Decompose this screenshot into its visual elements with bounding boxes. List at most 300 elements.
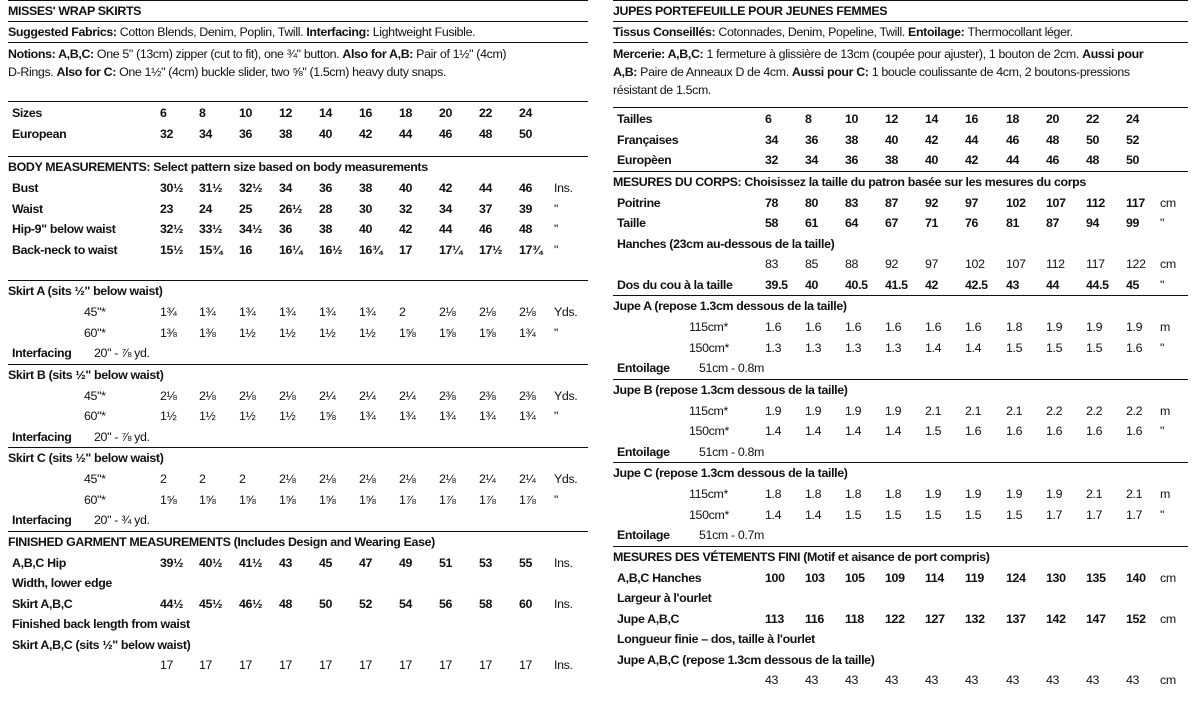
size-value: 50: [1086, 132, 1100, 147]
size-value: 20: [439, 106, 453, 120]
size-value: 1½: [279, 409, 296, 423]
size-value: 18: [1006, 112, 1020, 126]
size-value: 2.1: [965, 403, 982, 418]
size-value: 1.4: [805, 507, 822, 522]
unit-label: cm: [1160, 611, 1176, 626]
size-value: 32½: [239, 181, 263, 195]
size-value: 97: [925, 257, 939, 271]
size-value: 2: [399, 305, 406, 319]
size-value: 1⅝: [319, 409, 336, 423]
size-value: 2.1: [1086, 487, 1103, 501]
unit-label: ": [1160, 340, 1165, 355]
size-value: 118: [845, 611, 864, 626]
size-value: 1⅝: [199, 492, 216, 507]
fabrics-text: Tissus Conseillés:: [613, 25, 719, 39]
size-value: 43: [1046, 673, 1060, 687]
size-value: 1⅞: [479, 492, 496, 507]
measurement-row: [613, 670, 1188, 691]
row-label: 150cm*: [689, 340, 729, 355]
size-value: 61: [805, 216, 819, 230]
size-value: 92: [925, 195, 939, 210]
size-value: 2: [160, 472, 167, 486]
size-row: [613, 150, 1188, 171]
size-value: 42: [399, 222, 413, 236]
size-value: 58: [765, 216, 779, 230]
size-value: 2⅛: [160, 388, 177, 403]
unit-label: Ins.: [554, 596, 573, 611]
size-value: 67: [885, 216, 899, 230]
size-value: 42: [925, 132, 939, 147]
size-value: 32: [160, 126, 174, 141]
size-value: 42: [965, 153, 979, 167]
size-value: 1.9: [845, 403, 862, 418]
size-value: 17: [519, 658, 533, 672]
size-value: 25: [239, 201, 253, 216]
size-value: 34: [439, 201, 453, 216]
size-value: 34½: [239, 222, 263, 236]
measurement-row: [613, 568, 1188, 589]
section-rows: [8, 177, 588, 260]
size-value: 1.5: [885, 507, 902, 522]
size-value: 40: [925, 153, 939, 167]
size-value: 1.5: [1006, 507, 1023, 522]
measurement-row: [613, 588, 1188, 609]
size-value: 1.5: [1006, 340, 1023, 355]
size-value: 2¼: [399, 388, 416, 403]
size-value: 81: [1006, 216, 1020, 230]
size-value: 38: [319, 222, 333, 236]
notions-line: [613, 63, 1188, 81]
unit-label: ": [554, 201, 559, 216]
size-value: 42: [359, 126, 373, 141]
fabrics-text: Interfacing:: [306, 25, 373, 39]
size-value: 34: [765, 132, 779, 147]
sizes-table: [8, 101, 588, 144]
size-value: 48: [519, 222, 533, 236]
size-value: 1⅞: [399, 492, 416, 507]
row-label: 60"*: [84, 409, 106, 423]
size-value: 43: [279, 555, 293, 570]
size-value: 1.5: [1086, 340, 1103, 355]
size-value: 2⅛: [439, 472, 456, 486]
size-value: 32: [399, 201, 413, 216]
size-value: 46: [479, 222, 493, 236]
fabrics-text: Entoilage:: [908, 25, 968, 39]
size-value: 87: [1046, 216, 1060, 230]
size-value: 40: [319, 126, 333, 141]
notions-block: [8, 42, 588, 81]
unit-label: ": [554, 409, 559, 423]
size-value: 1¾: [239, 305, 256, 319]
size-value: 2⅛: [319, 472, 336, 486]
size-value: 2¼: [479, 472, 496, 486]
size-value: 12: [279, 106, 293, 120]
row-label: 150cm*: [689, 424, 729, 438]
measurement-row: [8, 240, 588, 261]
size-value: 22: [1086, 112, 1100, 126]
column-title: JUPES PORTEFEUILLE POUR JEUNES FEMMES: [613, 0, 1188, 21]
size-value: 42: [925, 277, 939, 292]
measurement-row: [613, 254, 1188, 275]
row-label: Interfacing: [12, 346, 72, 360]
size-value: 2⅛: [239, 388, 256, 403]
size-value: 47: [359, 555, 373, 570]
interfacing-value: 51cm - 0.7m: [699, 528, 765, 542]
size-value: 45½: [199, 596, 223, 611]
fabrics-text: Cotton Blends, Denim, Poplin, Twill.: [119, 25, 307, 39]
section-heading: Skirt A (sits ½" below waist): [8, 280, 588, 301]
size-value: 41½: [239, 555, 263, 570]
size-value: 44: [1006, 153, 1020, 167]
size-value: 53: [479, 555, 493, 570]
size-value: 33½: [199, 222, 223, 236]
size-value: 94: [1086, 216, 1100, 230]
row-label: A,B,C Hip: [12, 555, 66, 570]
size-value: 2⅛: [439, 305, 456, 319]
size-value: 24: [199, 201, 213, 216]
unit-label: ": [1160, 424, 1165, 438]
section-rows: [613, 483, 1188, 546]
size-value: 45: [1126, 277, 1140, 292]
size-value: 85: [805, 257, 819, 271]
size-value: 119: [965, 570, 984, 585]
notions-text: Mercerie: A,B,C:: [613, 47, 707, 61]
size-value: 2.1: [1126, 487, 1143, 501]
size-value: 60: [519, 596, 533, 611]
notions-text: résistant de 1.5cm.: [613, 83, 712, 97]
size-value: 37: [479, 201, 493, 216]
size-value: 46: [519, 181, 533, 195]
size-value: 38: [845, 132, 859, 147]
size-value: 1.3: [765, 340, 782, 355]
size-value: 39.5: [765, 277, 788, 292]
size-value: 38: [359, 181, 373, 195]
size-value: 48: [1046, 132, 1060, 147]
size-value: 76: [965, 216, 979, 230]
size-value: 99: [1126, 216, 1140, 230]
size-value: 109: [885, 570, 905, 585]
unit-label: ": [1160, 216, 1165, 230]
section-heading: MESURES DES VÉTEMENTS FINI (Motif et aisance de port compris): [613, 546, 1188, 567]
size-value: 17: [439, 658, 453, 672]
size-value: 32½: [160, 222, 184, 236]
fabrics-text: Suggested Fabrics:: [8, 25, 120, 39]
row-label: Width, lower edge: [12, 576, 112, 590]
size-value: 16: [359, 106, 373, 120]
row-label: Dos du cou à la taille: [617, 277, 733, 292]
size-value: 1.7: [1046, 507, 1063, 522]
size-value: 1¾: [359, 305, 376, 319]
row-label: Finished back length from waist: [12, 617, 190, 631]
interfacing-value: 20" - ¾ yd.: [94, 513, 150, 527]
size-value: 107: [1006, 257, 1026, 271]
size-value: 1.8: [845, 487, 862, 501]
size-value: 36: [805, 132, 819, 147]
size-value: 88: [845, 257, 859, 271]
size-value: 1.9: [805, 403, 822, 418]
size-value: 1.4: [845, 424, 862, 438]
size-value: 42.5: [965, 277, 988, 292]
notions-text: A,B:: [613, 65, 641, 79]
notions-text: Paire de Anneaux D de 4cm.: [640, 65, 792, 79]
size-value: 17: [239, 658, 253, 672]
size-value: 1½: [359, 325, 376, 340]
size-value: 15¾: [199, 242, 223, 257]
spacer: [8, 81, 588, 101]
size-value: 16: [239, 242, 253, 257]
size-value: 1⅜: [160, 325, 177, 340]
row-label: Interfacing: [12, 513, 72, 527]
size-value: 102: [1006, 195, 1026, 210]
size-value: 36: [279, 222, 293, 236]
size-value: 102: [965, 257, 985, 271]
size-value: 1½: [239, 325, 256, 340]
size-value: 43: [1006, 277, 1020, 292]
measurement-row: [613, 401, 1188, 422]
size-value: 1½: [239, 409, 256, 423]
section-heading: Skirt C (sits ½" below waist): [8, 447, 588, 468]
size-value: 1.7: [1126, 507, 1143, 522]
unit-label: m: [1160, 320, 1170, 334]
size-value: 1.6: [885, 320, 902, 334]
size-value: 135: [1086, 570, 1106, 585]
measurement-row: [613, 358, 1188, 379]
size-value: 87: [885, 195, 899, 210]
size-value: 1.9: [1126, 320, 1143, 334]
size-value: 56: [439, 596, 453, 611]
size-value: 127: [925, 611, 945, 626]
row-label: 60"*: [84, 325, 106, 340]
unit-label: Ins.: [554, 181, 573, 195]
unit-label: m: [1160, 487, 1170, 501]
size-value: 40½: [199, 555, 223, 570]
size-value: 1.6: [1086, 424, 1103, 438]
size-value: 22: [479, 106, 493, 120]
size-value: 103: [805, 570, 825, 585]
size-value: 17: [319, 658, 333, 672]
measurement-row: [613, 650, 1188, 671]
measurement-row: [8, 469, 588, 490]
size-value: 147: [1086, 611, 1106, 626]
size-value: 1½: [319, 325, 336, 340]
size-value: 16¾: [359, 242, 383, 257]
size-value: 142: [1046, 611, 1066, 626]
size-value: 1.3: [845, 340, 862, 355]
size-value: 17: [279, 658, 293, 672]
size-value: 8: [805, 112, 812, 126]
measurement-row: [8, 302, 588, 323]
row-label: Jupe A,B,C (repose 1.3cm dessous de la taille): [617, 652, 875, 667]
row-label: Poitrine: [617, 195, 661, 210]
measurement-row: [8, 635, 588, 656]
measurement-row: [613, 275, 1188, 296]
section-rows: [613, 192, 1188, 296]
row-label: Tailles: [617, 112, 653, 126]
size-value: 2: [199, 472, 206, 486]
size-value: 10: [845, 112, 859, 126]
section-rows: [8, 301, 588, 364]
size-value: 1.4: [765, 507, 782, 522]
size-value: 2⅛: [519, 305, 536, 319]
size-value: 17: [199, 658, 213, 672]
section-rows: [8, 552, 588, 676]
size-value: 1.6: [845, 320, 862, 334]
row-label: Longueur finie – dos, taille à l'ourlet: [617, 632, 815, 646]
size-value: 46: [1046, 153, 1060, 167]
size-value: 2.1: [925, 403, 942, 418]
size-value: 2⅛: [399, 472, 416, 486]
size-value: 43: [1126, 673, 1140, 687]
measurement-row: [8, 490, 588, 511]
size-value: 41.5: [885, 277, 908, 292]
size-value: 12: [885, 112, 899, 126]
size-value: 1¾: [319, 305, 336, 319]
size-value: 1.9: [1046, 320, 1063, 334]
size-value: 83: [765, 257, 779, 271]
measurement-row: [613, 213, 1188, 234]
size-value: 1.8: [805, 487, 822, 501]
size-value: 1½: [160, 409, 177, 423]
size-value: 50: [319, 596, 333, 611]
row-label: Europèen: [617, 153, 672, 167]
size-value: 130: [1046, 570, 1066, 585]
row-label: Largeur à l'ourlet: [617, 591, 712, 605]
notions-text: 1 boucle coulissante de 4cm, 2 boutons-pressions: [871, 65, 1130, 79]
size-value: 80: [805, 195, 819, 210]
size-value: 1.4: [925, 340, 942, 355]
size-value: 58: [479, 596, 493, 611]
size-value: 1.4: [885, 424, 902, 438]
measurement-row: [613, 484, 1188, 505]
size-value: 38: [279, 126, 293, 141]
section-rows: [8, 468, 588, 531]
size-value: 1.9: [1086, 320, 1103, 334]
size-value: 1.6: [965, 424, 982, 438]
unit-label: ": [554, 325, 559, 340]
size-value: 1.6: [1126, 424, 1143, 438]
row-label: Jupe A,B,C: [617, 611, 680, 626]
size-value: 2.2: [1126, 403, 1143, 418]
unit-label: cm: [1160, 673, 1176, 687]
fabrics-text: Lightweight Fusible.: [372, 25, 476, 39]
size-value: 2⅛: [479, 305, 496, 319]
column-title: MISSES' WRAP SKIRTS: [8, 0, 588, 21]
unit-label: ": [1160, 277, 1165, 292]
size-value: 17: [399, 242, 413, 257]
section-rows: [613, 567, 1188, 691]
measurement-row: [8, 219, 588, 240]
notions-text: 1 fermeture à glissière de 13cm (coupée pour ajuster), 1 bouton de 2cm.: [706, 47, 1083, 61]
row-label: Taille: [617, 216, 646, 230]
size-value: 1.6: [1046, 424, 1063, 438]
spacer: [613, 99, 1188, 107]
row-label: 150cm*: [689, 507, 729, 522]
measurement-row: [8, 573, 588, 594]
size-value: 1.5: [845, 507, 862, 522]
measurement-row: [613, 525, 1188, 546]
size-value: 46½: [239, 596, 263, 611]
measurement-row: [8, 655, 588, 676]
size-value: 71: [925, 216, 939, 230]
size-value: 1.8: [885, 487, 902, 501]
size-value: 50: [519, 126, 533, 141]
row-label: Back-neck to waist: [12, 242, 118, 257]
size-value: 1.8: [765, 487, 782, 501]
size-value: 140: [1126, 570, 1146, 585]
row-label: 115cm*: [689, 487, 728, 501]
size-value: 52: [359, 596, 373, 611]
notions-line: [8, 63, 588, 81]
size-value: 36: [319, 181, 333, 195]
size-value: 17¾: [519, 242, 543, 257]
row-label: 115cm*: [689, 403, 728, 418]
size-value: 78: [765, 195, 779, 210]
interfacing-value: 51cm - 0.8m: [699, 444, 765, 459]
fabrics-text: Cotonnades, Denim, Popeline, Twill.: [718, 25, 909, 39]
size-value: 39: [519, 201, 533, 216]
size-value: 1.6: [965, 320, 982, 334]
size-value: 1⅝: [319, 492, 336, 507]
size-value: 2⅛: [279, 472, 296, 486]
size-value: 1.8: [1006, 320, 1023, 334]
size-value: 16: [965, 112, 979, 126]
size-value: 2¼: [319, 388, 336, 403]
size-value: 34: [805, 153, 819, 167]
notions-text: D-Rings.: [8, 65, 57, 79]
interfacing-value: 20" - ⅞ yd.: [94, 346, 150, 360]
size-value: 49: [399, 555, 413, 570]
size-value: 1⅞: [519, 492, 536, 507]
size-value: 20: [1046, 112, 1060, 126]
size-value: 24: [1126, 112, 1140, 126]
row-label: Hanches (23cm au-dessous de la taille): [617, 236, 835, 251]
size-value: 48: [279, 596, 293, 611]
row-label: 45"*: [84, 388, 106, 403]
suggested-fabrics: [613, 21, 1188, 42]
size-value: 30: [359, 201, 373, 216]
measurement-row: [8, 406, 588, 427]
size-value: 1¾: [279, 305, 296, 319]
size-value: 34: [279, 181, 293, 195]
measurement-row: [8, 510, 588, 531]
notions-text: One 5" (13cm) zipper (cut to fit), one ¾" button.: [96, 47, 343, 61]
size-value: 2⅜: [439, 388, 456, 403]
measurement-row: [8, 594, 588, 615]
size-value: 43: [765, 673, 779, 687]
size-value: 44: [479, 181, 493, 195]
size-value: 44.5: [1086, 277, 1109, 292]
size-value: 2¼: [359, 388, 376, 403]
size-value: 114: [925, 570, 944, 585]
row-label: 45"*: [84, 305, 106, 319]
measurement-row: [613, 193, 1188, 214]
unit-label: cm: [1160, 195, 1176, 210]
size-value: 2⅜: [479, 388, 496, 403]
size-value: 14: [319, 106, 333, 120]
size-value: 1.3: [805, 340, 822, 355]
size-value: 36: [845, 153, 859, 167]
spacer: [8, 260, 588, 280]
size-value: 42: [439, 181, 453, 195]
size-value: 83: [845, 195, 859, 210]
notions-text: Aussi pour: [1082, 47, 1144, 61]
size-value: 28: [319, 201, 333, 216]
size-value: 1.9: [1046, 487, 1063, 501]
suggested-fabrics: [8, 21, 588, 42]
unit-label: Ins.: [554, 658, 573, 672]
size-value: 43: [1086, 673, 1100, 687]
unit-label: cm: [1160, 257, 1176, 271]
